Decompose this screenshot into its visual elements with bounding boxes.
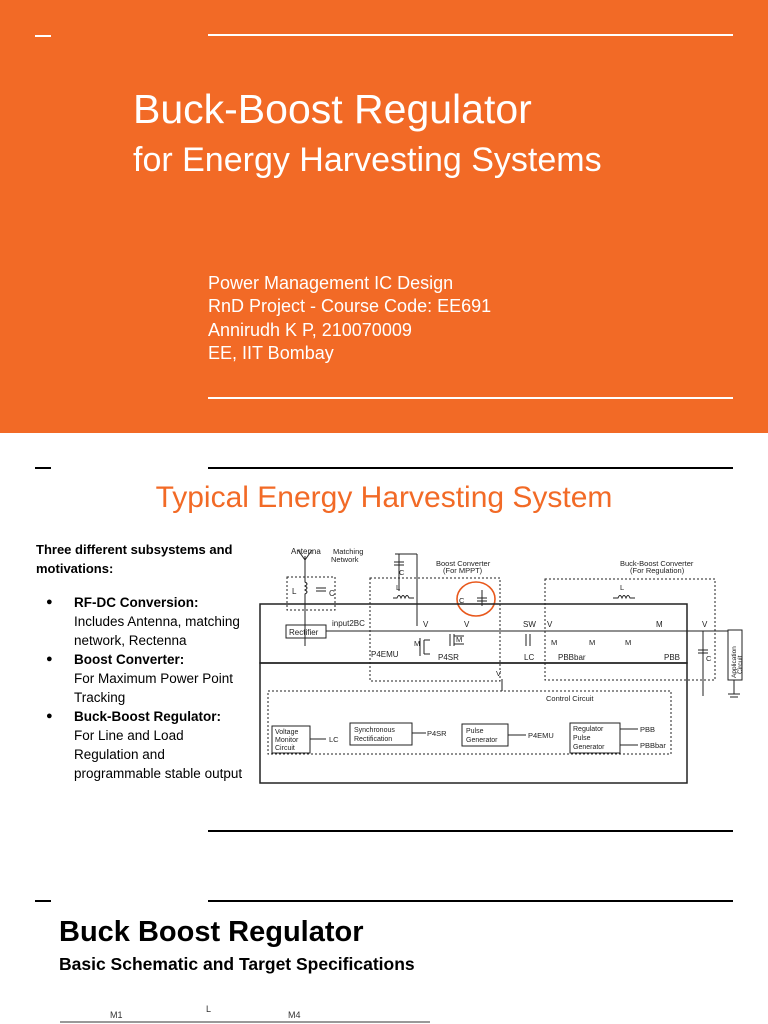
cl-label: C: [706, 654, 712, 663]
info-line: Annirudh K P, 210070009: [208, 319, 412, 340]
vm-label: Circuit: [275, 745, 295, 752]
pbbbar-label: PBBbar: [558, 653, 586, 662]
mp2-label: M: [656, 620, 663, 629]
slide-dash-marker: [35, 35, 51, 37]
mn-label: M: [414, 639, 421, 648]
info-line: Power Management IC Design: [208, 273, 454, 293]
boost-label: Boost Converter: [436, 559, 491, 568]
list-item: [36, 707, 251, 783]
intro-text: Three different subsystems and motivations:: [36, 542, 233, 576]
control-label: Control Circuit: [546, 694, 594, 703]
project-info: [208, 272, 491, 365]
bullet-icon: ●: [46, 710, 53, 722]
rectifier-label: Rectifier: [289, 628, 319, 637]
app-label: Circuit: [737, 655, 744, 674]
matching-label: Matching: [333, 547, 364, 556]
cs-label: C: [329, 589, 335, 598]
p4emu-label: P4EMU: [371, 650, 399, 659]
inductor-l1: [393, 596, 414, 599]
sw-label: SW: [523, 620, 536, 629]
slide-title: Typical Energy Harvesting System: [155, 481, 613, 514]
mn2-label: M: [625, 638, 632, 647]
csto-label: C: [459, 596, 465, 605]
slide-title: Buck-Boost Regulator: [133, 86, 532, 132]
pg-label: Pulse: [466, 728, 484, 735]
vm-label: Monitor: [275, 737, 299, 744]
mp-label: M: [456, 635, 463, 644]
bullet-icon: ●: [46, 653, 53, 665]
l2-label: L: [620, 583, 625, 592]
l1-label: L: [396, 583, 401, 592]
energy-harvesting-schematic: [258, 546, 758, 791]
info-line: EE, IIT Bombay: [208, 342, 334, 363]
reg-out: PBBbar: [640, 741, 666, 750]
bottom-rule: [208, 830, 733, 832]
bullet-title: Boost Converter:: [74, 652, 185, 667]
vm-label: Voltage: [275, 729, 299, 736]
bullet-desc: Includes Antenna, matching network, Rectenna: [74, 614, 240, 648]
slide-subtitle: Basic Schematic and Target Specifications: [59, 954, 415, 974]
reg-label: Pulse: [573, 735, 591, 742]
sr-label: Rectification: [354, 736, 393, 743]
outer-system-box: [260, 663, 687, 783]
cbig-label: C: [399, 568, 405, 577]
slide-dash-marker: [35, 467, 51, 469]
top-rule: [208, 467, 733, 469]
list-item: [36, 650, 251, 707]
sr-out: P4SR: [427, 729, 447, 738]
pg-out: P4EMU: [528, 731, 554, 740]
regulator-slide: [0, 890, 768, 1024]
slide-subtitle: for Energy Harvesting Systems: [133, 141, 602, 179]
ls-label: L: [292, 587, 297, 596]
boost-label: (For MPPT): [443, 566, 483, 575]
pbb-label: PBB: [664, 653, 681, 662]
pg-label: Generator: [466, 737, 498, 744]
inductor-ls: [305, 576, 307, 608]
vx-label: V: [423, 620, 429, 629]
vsto1-label: V: [547, 620, 553, 629]
mp1-label: M: [551, 638, 558, 647]
buckboost-label: (For Regulation): [630, 566, 685, 575]
reg-label: Generator: [573, 744, 605, 751]
input2bc-label: input2BC: [332, 619, 365, 628]
bottom-rule: [208, 397, 733, 399]
main-power-path-box: [260, 604, 687, 663]
inductor-l2: [613, 596, 635, 599]
bullet-desc: For Maximum Power Point Tracking: [74, 671, 234, 705]
vsto-label: V: [464, 620, 470, 629]
bullet-desc: For Line and Load Regulation and programmable stable output: [74, 728, 243, 781]
title-slide: [0, 0, 768, 433]
slide-title: Buck Boost Regulator: [59, 916, 364, 948]
buck-boost-schematic: [50, 1002, 450, 1024]
mosfet-mn: [420, 638, 430, 656]
list-item: [36, 593, 251, 650]
info-line: RnD Project - Course Code: EE691: [208, 296, 492, 317]
mosfet-sw: [526, 634, 530, 646]
buckboost-converter-box: [545, 579, 715, 680]
vm-out: LC: [329, 735, 339, 744]
m4-label: M4: [288, 1010, 301, 1020]
matching-label: Network: [331, 555, 359, 564]
sr-label: Synchronous: [354, 727, 395, 734]
p4sr-label: P4SR: [438, 653, 459, 662]
lc-label: LC: [524, 653, 535, 662]
antenna-label: Antenna: [291, 547, 321, 556]
top-rule: [208, 900, 733, 902]
mn1-label: M: [589, 638, 596, 647]
system-slide: [0, 433, 768, 873]
boost-converter-box: [370, 578, 500, 681]
l-label: L: [206, 1004, 212, 1014]
vl-label: V: [702, 620, 708, 629]
app-label: Application: [731, 646, 738, 678]
reg-out: PBB: [640, 725, 656, 734]
reg-label: Regulator: [573, 726, 604, 733]
slide-dash-marker: [35, 900, 51, 902]
bullet-title: Buck-Boost Regulator:: [74, 709, 222, 724]
bullet-title: RF-DC Conversion:: [74, 595, 199, 610]
bullet-list: [36, 593, 251, 783]
bullet-icon: ●: [46, 596, 53, 608]
buckboost-label: Buck-Boost Converter: [620, 559, 694, 568]
vsto-ctrl-label: V: [496, 669, 502, 678]
top-rule: [208, 34, 733, 36]
m1-label: M1: [110, 1010, 123, 1020]
